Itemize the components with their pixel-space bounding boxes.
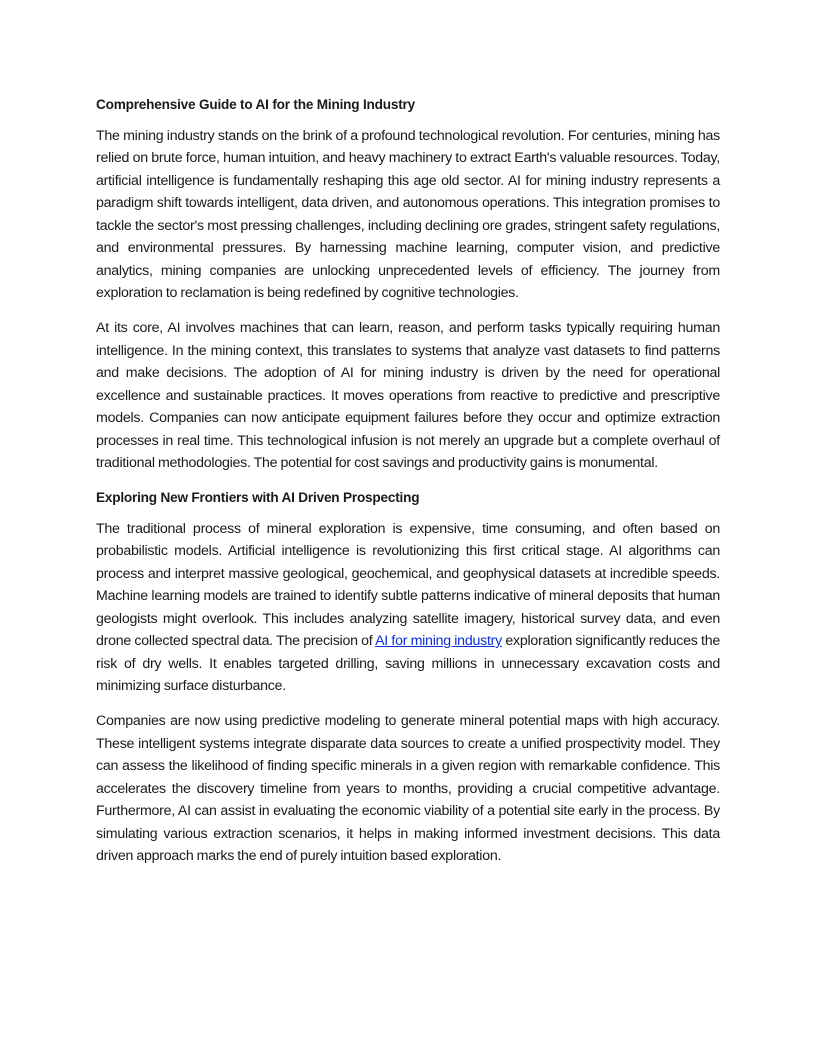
document-page xyxy=(96,94,720,880)
ai-mining-link[interactable]: AI for mining industry xyxy=(375,633,502,649)
document-title: Comprehensive Guide to AI for the Mining Industry xyxy=(96,97,415,112)
exploration-text-after-link: exploration significantly reduces the risk of dry wells. It enables targeted drilling, saving millions in unnecessary excavation costs and minimizing surface disturbance. xyxy=(96,633,720,694)
core-paragraph: At its core, AI involves machines that can learn, reason, and perform tasks typically requiring human intelligence. In the mining context, this translates to systems that analyze vast datasets to find patterns and make decisions. The adoption of AI for mining industry is driven by the need for operational excellence and sustainable practices. It moves operations from reactive to predictive and prescriptive models. Companies can now anticipate equipment failures before they occur and optimize extraction processes in real time. This technological infusion is not merely an upgrade but a complete overhaul of traditional methodologies. The potential for cost savings and productivity gains is monumental. xyxy=(96,320,720,471)
intro-paragraph: The mining industry stands on the brink of a profound technological revolution. For centuries, mining has relied on brute force, human intuition, and heavy machinery to extract Earth's valuable resources. Today, artificial intelligence is fundamentally reshaping this age old sector. AI for mining industry represents a paradigm shift towards intelligent, data driven, and autonomous operations. This integration promises to tackle the sector's most pressing challenges, including declining ore grades, stringent safety regulations, and environmental pressures. By harnessing machine learning, computer vision, and predictive analytics, mining companies are unlocking unprecedented levels of efficiency. The journey from exploration to reclamation is being redefined by cognitive technologies. xyxy=(96,127,720,301)
exploration-text-before-link: The traditional process of mineral exploration is expensive, time consuming, and often based on probabilistic models. Artificial intelligence is revolutionizing this first critical stage. AI algorithms can process and interpret massive geological, geochemical, and geophysical datasets at incredible speeds. Machine learning models are trained to identify subtle patterns indicative of mineral deposits that human geologists might overlook. This includes analyzing satellite imagery, historical survey data, and even drone collected spectral data. The precision of xyxy=(96,520,720,649)
section-heading-prospecting: Exploring New Frontiers with AI Driven Prospecting xyxy=(96,490,420,505)
predictive-modeling-paragraph: Companies are now using predictive modeling to generate mineral potential maps with high accuracy. These intelligent systems integrate disparate data sources to create a unified prospectivity model. They can assess the likelihood of finding specific minerals in a given region with remarkable confidence. This accelerates the discovery timeline from years to months, providing a crucial competitive advantage. Furthermore, AI can assist in evaluating the economic viability of a potential site early in the process. By simulating various extraction scenarios, it helps in making informed investment decisions. This data driven approach marks the end of purely intuition based exploration. xyxy=(96,713,720,864)
exploration-paragraph xyxy=(96,518,720,698)
